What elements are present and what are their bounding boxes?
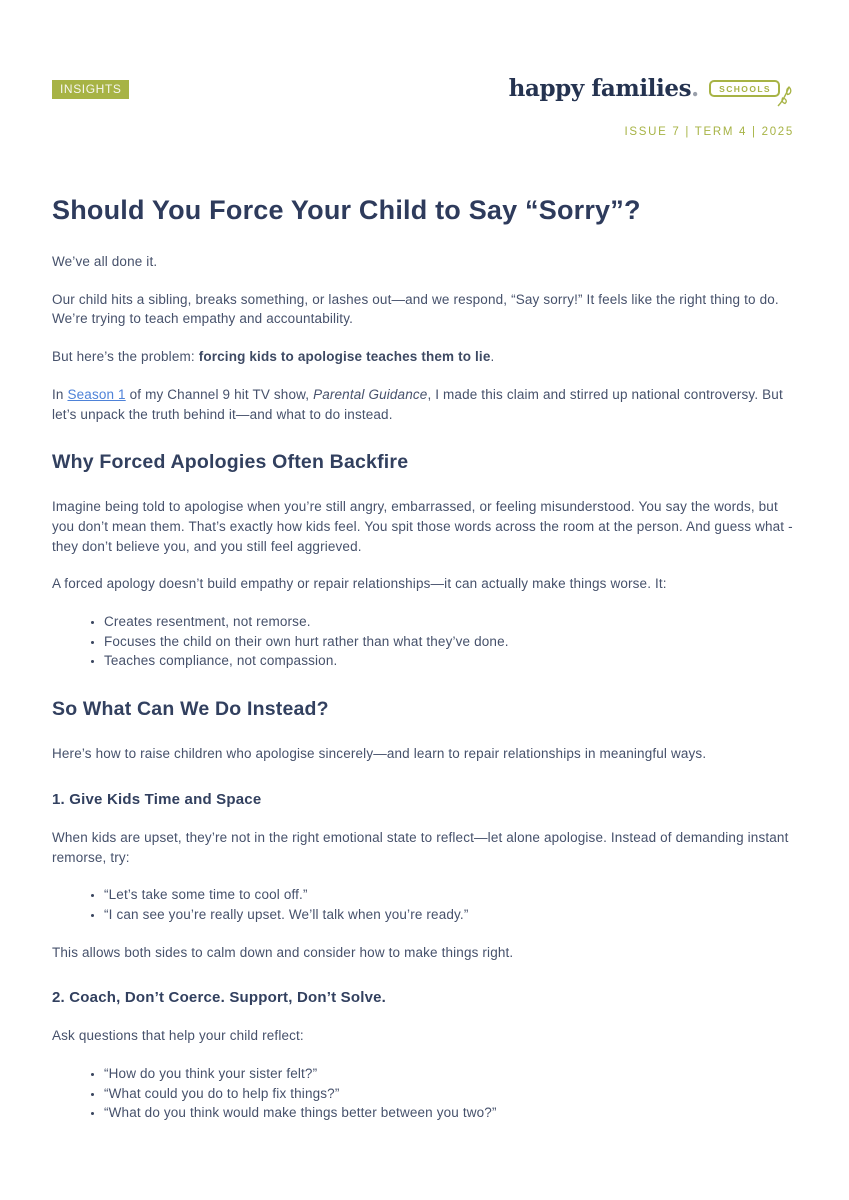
text-segment: We’ve all done it.: [52, 254, 158, 269]
brand-wordmark: happy families: [508, 75, 692, 102]
paragraph: [52, 347, 794, 367]
page-title: Should You Force Your Child to Say “Sorry”?: [52, 195, 641, 225]
page-header: [52, 77, 794, 100]
text-segment: But here’s the problem:: [52, 349, 199, 365]
paragraph: [52, 1026, 794, 1046]
schools-badge-label: SCHOOLS: [719, 83, 771, 94]
text-segment: Ask questions that help your child reflect:: [52, 1028, 304, 1044]
schools-badge: [709, 80, 780, 98]
paragraph: [52, 385, 794, 424]
paragraph: [52, 497, 794, 556]
subsection-heading: 1. Give Kids Time and Space: [52, 790, 262, 808]
text-segment: .: [490, 349, 495, 365]
bullet-list: [52, 885, 794, 924]
text-segment: Here’s how to raise children who apologise sincerely—and learn to repair relationships in meaningful ways.: [52, 746, 707, 762]
leaf-branch-icon: [774, 84, 792, 110]
paragraph: [52, 290, 794, 329]
text-segment: , I made this claim and stirred up national controversy. But let’s unpack the truth behind it—and what to do instead.: [52, 386, 783, 422]
list-item: • “What could you do to help fix things?”: [104, 1084, 794, 1104]
subsection-heading: 2. Coach, Don’t Coerce. Support, Don’t Solve.: [52, 989, 387, 1007]
paragraph: [52, 574, 794, 594]
text-segment: A forced apology doesn’t build empathy or repair relationships—it can actually make things worse. It:: [52, 576, 667, 592]
bullet-list: [52, 612, 794, 671]
section-heading: So What Can We Do Instead?: [52, 698, 329, 721]
paragraph: [52, 744, 794, 764]
paragraph: [52, 828, 794, 867]
list-item: • Focuses the child on their own hurt rather than what they’ve done.: [104, 632, 794, 652]
bullet-list: [52, 1064, 794, 1123]
brand-logo: [509, 77, 794, 100]
text-segment: This allows both sides to calm down and consider how to make things right.: [52, 944, 514, 960]
paragraph: [52, 252, 794, 272]
text-segment: of my Channel 9 hit TV show,: [125, 386, 314, 402]
section-heading: Why Forced Apologies Often Backfire: [52, 451, 409, 474]
list-item: • Creates resentment, not remorse.: [104, 612, 794, 632]
list-item: • “I can see you’re really upset. We’ll talk when you’re ready.”: [104, 905, 794, 925]
paragraph: [52, 943, 794, 963]
article-body: [52, 252, 794, 1123]
text-segment: In: [52, 386, 68, 402]
list-item: • Teaches compliance, not compassion.: [104, 651, 794, 671]
brand-wordmark-period: .: [691, 75, 700, 102]
italic-text: Parental Guidance: [313, 386, 428, 402]
text-segment: Our child hits a sibling, breaks something, or lashes out—and we respond, “Say sorry!” It feels like the right thing to do. We’re trying to teach empathy and accountability.: [52, 291, 779, 327]
issue-term-line: ISSUE 7 | TERM 4 | 2025: [624, 126, 794, 138]
list-item: • “What do you think would make things better between you two?”: [104, 1103, 794, 1123]
text-segment: Imagine being told to apologise when you’re still angry, embarrassed, or feeling misunderstood. You say the words, but you don’t mean them. That’s exactly how kids feel. You spit those words across the room at the person. And guess what - they don’t believe you, and you still feel aggrieved.: [52, 499, 793, 554]
season-1-link[interactable]: Season 1: [67, 386, 126, 402]
list-item: • “Let’s take some time to cool off.”: [104, 885, 794, 905]
bold-text: forcing kids to apologise teaches them to lie: [198, 349, 491, 365]
list-item: • “How do you think your sister felt?”: [104, 1064, 794, 1084]
insights-badge: INSIGHTS: [52, 80, 129, 99]
text-segment: When kids are upset, they’re not in the right emotional state to reflect—let alone apologise. Instead of demanding instant remorse, try:: [52, 829, 789, 865]
